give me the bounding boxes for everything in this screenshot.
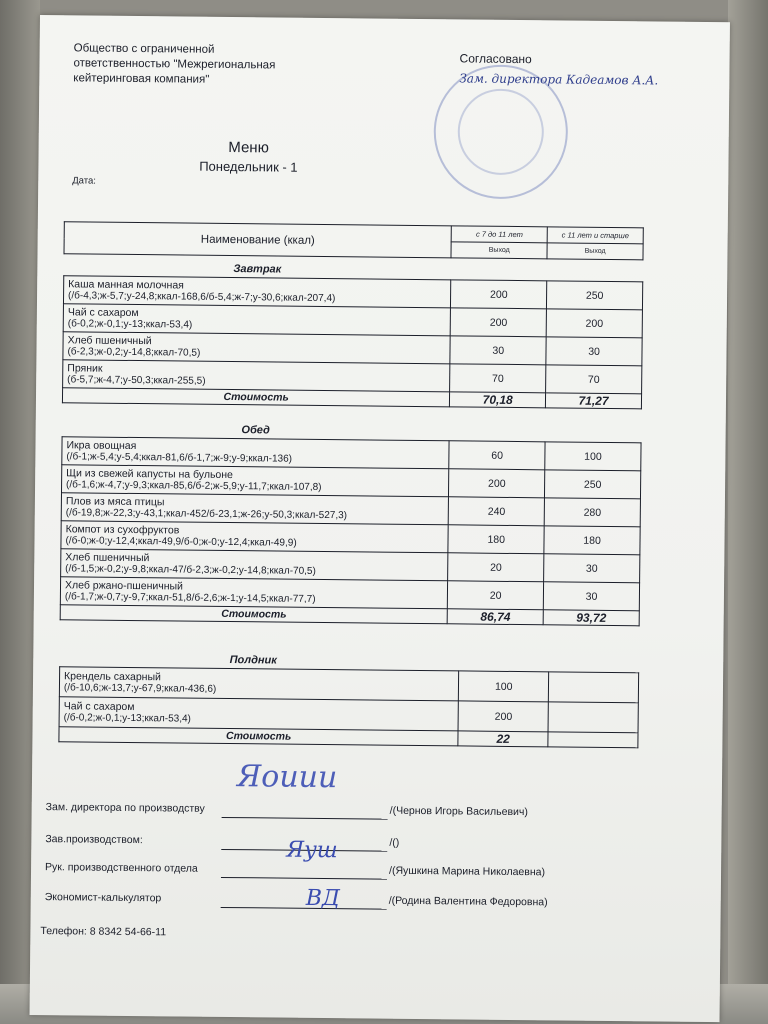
header-age-1: с 7 до 11 лет	[451, 226, 547, 243]
signature-person-4: /(Родина Валентина Федоровна)	[388, 894, 548, 909]
output-7-11: 200	[451, 280, 547, 309]
output-7-11: 100	[459, 671, 549, 702]
cost-11-plus	[548, 732, 638, 748]
cost-11-plus: 93,72	[543, 610, 639, 626]
dish-name: Каша манная молочная	[68, 277, 184, 292]
cost-7-11: 86,74	[447, 609, 543, 625]
menu-title: Меню	[228, 138, 269, 157]
dish-name: Плов из мяса птицы	[65, 494, 165, 508]
dish-composition: (/б-1;ж-5,4;у-5,4;ккал-81,6/б-1,7;ж-9;у-9;ккал-136)	[66, 450, 293, 465]
signature-person-3: /(Яушкина Марина Николаевна)	[388, 864, 546, 879]
signature-person-1: /(Чернов Игорь Васильевич)	[389, 804, 528, 819]
output-7-11: 240	[448, 497, 544, 526]
signature-line-4	[221, 907, 387, 910]
menu-subtitle: Понедельник - 1	[199, 158, 298, 175]
snack-table	[58, 666, 639, 748]
cost-label: Стоимость	[59, 727, 458, 746]
signature-scribble-1: Яоиии	[236, 759, 338, 796]
header-name: Наименование (ккал)	[64, 222, 452, 258]
dish-name: Чай с сахаром	[63, 699, 135, 713]
header-output-1: Выход	[451, 242, 547, 259]
org-line-2: ответственностью "Межрегиональная	[73, 57, 276, 72]
output-7-11: 30	[450, 336, 546, 365]
output-11-plus: 30	[544, 554, 640, 583]
output-11-plus: 280	[544, 498, 640, 527]
cost-label: Стоимость	[62, 388, 449, 407]
output-7-11: 200	[449, 469, 545, 498]
background-right	[728, 0, 768, 1024]
header-output-2: Выход	[547, 243, 643, 260]
cost-label: Стоимость	[60, 605, 447, 624]
output-11-plus: 30	[546, 337, 642, 366]
output-7-11: 20	[448, 553, 544, 582]
menu-sheet	[30, 15, 730, 1022]
output-11-plus: 30	[543, 582, 639, 611]
dish-name: Крендель сахарный	[64, 669, 161, 683]
signature-scribble-4: ВД	[305, 885, 340, 912]
dish-composition: (б-0,2;ж-0,1;у-13;ккал-53,4)	[67, 317, 193, 331]
output-7-11: 200	[458, 701, 548, 732]
cost-11-plus: 71,27	[546, 393, 642, 409]
output-7-11: 70	[450, 364, 546, 393]
output-7-11: 60	[449, 441, 545, 470]
dish-composition: (б-2,3;ж-0,2;у-14,8;ккал-70,5)	[67, 345, 201, 359]
output-11-plus: 200	[546, 309, 642, 338]
signature-role-4: Экономист-калькулятор	[44, 891, 162, 905]
dish-composition: (/б-1,7;ж-0,7;у-9,7;ккал-51,8/б-2,6;ж-1;у-14,5;ккал-77,7)	[64, 590, 316, 605]
output-11-plus	[548, 702, 638, 733]
header-age-2: с 11 лет и старше	[547, 227, 643, 244]
dish-composition: (/б-0,2;ж-0,1;у-13;ккал-53,4)	[63, 711, 191, 725]
dish-name: Компот из сухофруктов	[65, 522, 180, 536]
output-11-plus: 70	[546, 365, 642, 394]
dish-composition: (/б-0;ж-0;у-12,4;ккал-49,9/б-0;ж-0;у-12,4;ккал-49,9)	[65, 534, 297, 549]
signature-role-3: Рук. производственного отдела	[45, 861, 198, 875]
output-7-11: 200	[450, 308, 546, 337]
section-title-snack: Полдник	[229, 654, 277, 667]
output-7-11: 180	[448, 525, 544, 554]
lunch-table	[60, 436, 642, 626]
output-11-plus: 100	[545, 442, 641, 471]
dish-composition: (/б-1,5;ж-0,2;у-9,8;ккал-47/б-2,3;ж-0,2;у-14,8;ккал-70,5)	[65, 562, 316, 577]
signature-role-2: Зав.производством:	[45, 833, 143, 847]
dish-name: Хлеб ржано-пшеничный	[64, 578, 184, 593]
cost-7-11: 70,18	[450, 392, 546, 408]
dish-composition: (/б-10,6;ж-13,7;у-67,9;ккал-436,6)	[63, 681, 217, 695]
section-title-lunch: Обед	[241, 424, 270, 437]
breakfast-table	[62, 275, 643, 409]
org-line-3: кейтеринговая компания"	[73, 72, 210, 86]
dish-name: Хлеб пшеничный	[67, 333, 152, 347]
phone-number: Телефон: 8 8342 54-66-11	[40, 925, 167, 939]
signature-scribble-2: Яуш	[286, 837, 338, 864]
dish-name: Икра овощная	[66, 438, 137, 452]
output-11-plus: 180	[544, 526, 640, 555]
section-title-breakfast: Завтрак	[233, 263, 282, 276]
dish-composition: (б-5,7;ж-4,7;у-50,3;ккал-255,5)	[67, 373, 206, 387]
dish-composition: (/б-4,3;ж-5,7;у-24,8;ккал-168,6/б-5,4;ж-7;у-30,6;ккал-207,4)	[68, 289, 336, 304]
output-7-11: 20	[448, 581, 544, 610]
dish-composition: (/б-19,8;ж-22,3;у-43,1;ккал-452/б-23,1;ж-26;у-50,3;ккал-527,3)	[65, 506, 348, 521]
output-11-plus: 250	[545, 470, 641, 499]
dish-name: Щи из свежей капусты на бульоне	[66, 466, 234, 481]
dish-composition: (/б-1,6;ж-4,7;у-9,3;ккал-85,6/б-2;ж-5,9;у-11,7;ккал-107,8)	[66, 478, 322, 493]
signature-person-2: /()	[389, 836, 400, 849]
date-label: Дата:	[72, 175, 97, 187]
dish-name: Хлеб пшеничный	[65, 550, 150, 564]
approval-handwriting: Зам. директора Кадеамов А.А.	[459, 71, 659, 88]
cost-7-11: 22	[458, 731, 548, 747]
signature-role-1: Зам. директора по производству	[45, 801, 205, 815]
output-11-plus	[549, 672, 639, 703]
output-11-plus: 250	[547, 281, 643, 310]
org-line-1: Общество с ограниченной	[73, 42, 215, 56]
menu-header-table	[63, 221, 643, 260]
approval-label: Согласовано	[459, 51, 532, 67]
signature-line-1	[222, 817, 388, 820]
dish-name: Пряник	[67, 361, 103, 375]
signature-line-3	[221, 877, 387, 880]
organization-name	[73, 41, 275, 88]
dish-name: Чай с сахаром	[67, 305, 139, 319]
